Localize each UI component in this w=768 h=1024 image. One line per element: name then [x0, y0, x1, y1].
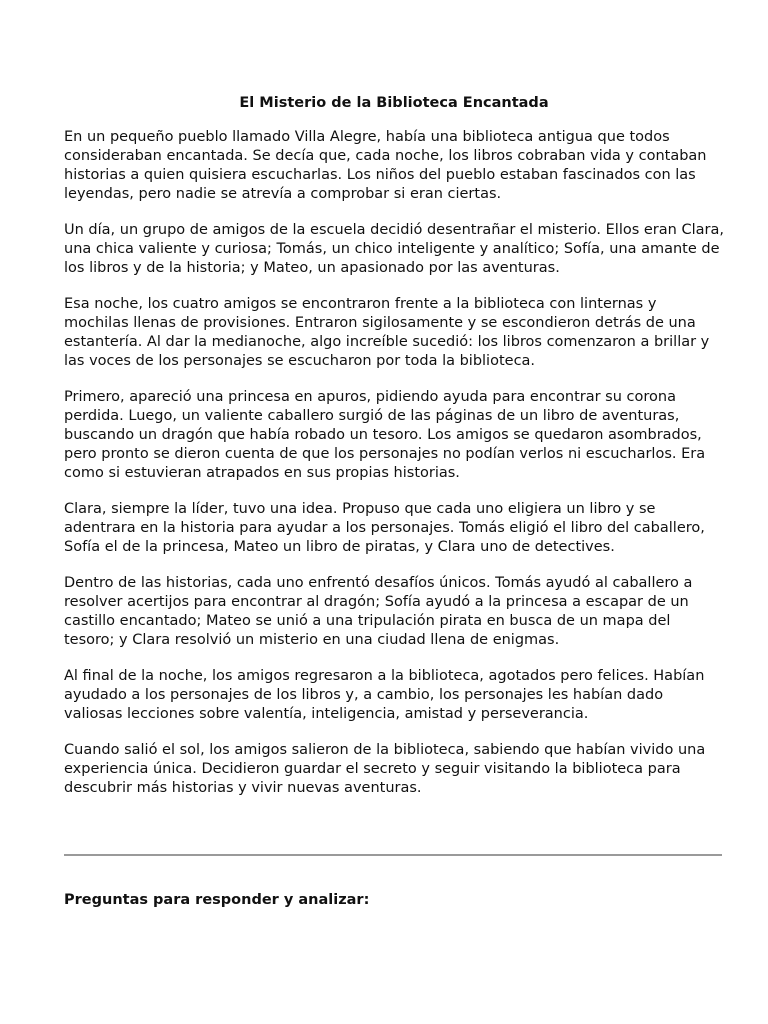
paragraph-1: En un pequeño pueblo llamado Villa Alegre, había una biblioteca antigua que todos consideraban encantada. Se decía que, cada noche, los libros cobraban vida y contaban historias a quien quisiera escucharlas. Los niños del pueblo estaban fascinados con las leyendas, pero nadie se atrevía a comprobar si eran ciertas.: [64, 129, 707, 202]
paragraph-2: Un día, un grupo de amigos de la escuela decidió desentrañar el misterio. Ellos eran Clara, una chica valiente y curiosa; Tomás, un chico inteligente y analítico; Sofía, una amante de los libros y de la historia; y Mateo, un apasionado por las aventuras.: [64, 222, 724, 276]
paragraph-8: Cuando salió el sol, los amigos salieron de la biblioteca, sabiendo que habían vivido una experiencia única. Decidieron guardar el secreto y seguir visitando la biblioteca para descubrir más historias y vivir nuevas aventuras.: [64, 742, 706, 796]
paragraph-6: Dentro de las historias, cada uno enfrentó desafíos únicos. Tomás ayudó al caballero a resolver acertijos para encontrar al dragón; Sofía ayudó a la princesa a escapar de un castillo encantado; Mateo se unió a una tripulación pirata en busca de un mapa del tesoro; y Clara resolvió un misterio en una ciudad llena de enigmas.: [64, 575, 693, 648]
questions-heading: Preguntas para responder y analizar:: [64, 892, 370, 908]
paragraph-4: Primero, apareció una princesa en apuros, pidiendo ayuda para encontrar su corona perdida. Luego, un valiente caballero surgió de las páginas de un libro de aventuras, buscando un dragón que había robado un tesoro. Los amigos se quedaron asombrados, pero pronto se dieron cuenta de que los personajes no podían verlos ni escucharlos. Era como si estuvieran atrapados en sus propias historias.: [64, 389, 706, 481]
document-body: [64, 94, 724, 815]
section-divider: [64, 854, 722, 856]
paragraph-3: Esa noche, los cuatro amigos se encontraron frente a la biblioteca con linternas y mochilas llenas de provisiones. Entraron sigilosamente y se escondieron detrás de una estantería. Al dar la medianoche, algo increíble sucedió: los libros comenzaron a brillar y las voces de los personajes se escucharon por toda la biblioteca.: [64, 296, 710, 369]
document-title: El Misterio de la Biblioteca Encantada: [239, 95, 549, 111]
paragraph-7: Al final de la noche, los amigos regresaron a la biblioteca, agotados pero felices. Habían ayudado a los personajes de los libros y, a cambio, los personajes les habían dado valiosas lecciones sobre valentía, inteligencia, amistad y perseverancia.: [64, 668, 705, 722]
paragraph-5: Clara, siempre la líder, tuvo una idea. Propuso que cada uno eligiera un libro y se adentrara en la historia para ayudar a los personajes. Tomás eligió el libro del caballero, Sofía el de la princesa, Mateo un libro de piratas, y Clara uno de detectives.: [64, 501, 705, 555]
